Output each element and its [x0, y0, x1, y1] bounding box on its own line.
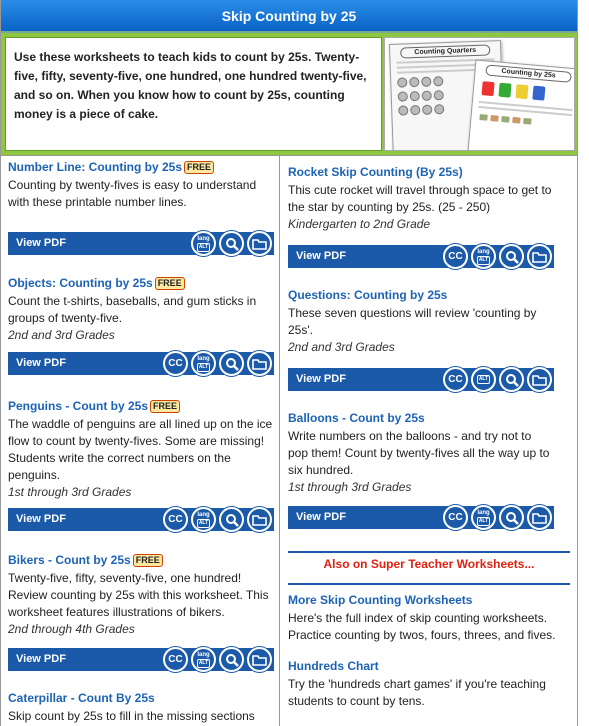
alt-label: ALT — [198, 243, 209, 250]
grade-level: 2nd and 3rd Grades — [8, 328, 115, 342]
alt-label: ALT — [478, 517, 489, 524]
worksheet-list — [1, 155, 578, 726]
worksheet-description: The waddle of penguins are all lined up on the ice flow to count by twenty-fives. Some are missing! Students write the correct numbers on the penguins. — [8, 417, 273, 482]
view-pdf-button[interactable]: View PDF — [16, 513, 66, 525]
language-alt-icon[interactable] — [471, 244, 496, 269]
worksheet-preview-image — [384, 37, 575, 151]
worksheet-title-link[interactable] — [8, 398, 274, 414]
grade-level: 2nd through 4th Grades — [8, 622, 135, 636]
grade-level: 1st through 3rd Grades — [8, 485, 132, 499]
download-bar — [288, 506, 554, 529]
folder-icon[interactable] — [527, 367, 552, 392]
lang-label: lang — [197, 235, 210, 242]
grade-level: Kindergarten to 2nd Grade — [288, 217, 431, 231]
divider-line — [288, 583, 570, 585]
folder-icon[interactable] — [247, 507, 272, 532]
download-bar — [8, 648, 274, 671]
also-link[interactable]: Hundreds Chart — [288, 659, 379, 673]
worksheet-title-link[interactable] — [288, 287, 554, 303]
view-pdf-button[interactable]: View PDF — [296, 250, 346, 262]
worksheet-title[interactable]: Objects: Counting by 25s — [8, 276, 153, 290]
worksheet-description: Twenty-five, fifty, seventy-five, one hundred! Review counting by 25s with this worksheet. This worksheet features illustrations of bikers. — [8, 571, 269, 619]
alt-label: ALT — [198, 519, 209, 526]
download-bar — [288, 245, 554, 268]
action-icons — [163, 647, 272, 672]
worksheet-title[interactable]: Number Line: Counting by 25s — [8, 160, 183, 174]
also-item — [288, 658, 570, 710]
worksheet-title-link[interactable] — [288, 410, 554, 426]
closed-captions-icon[interactable]: CC — [443, 244, 468, 269]
closed-captions-icon[interactable]: CC — [163, 351, 188, 376]
magnifier-icon[interactable] — [219, 647, 244, 672]
preview-sheet-1-title: Counting Quarters — [400, 44, 490, 58]
worksheet-item — [288, 410, 554, 524]
alt-label: ALT — [478, 256, 489, 263]
also-description: Try the 'hundreds chart games' if you're teaching students to count by tens. — [288, 677, 546, 708]
lang-label: lang — [197, 511, 210, 518]
closed-captions-icon[interactable]: CC — [163, 507, 188, 532]
worksheet-item — [288, 287, 554, 385]
action-icons — [443, 244, 552, 269]
worksheet-item — [8, 398, 274, 526]
alt-label: ALT — [478, 376, 489, 382]
worksheet-item — [8, 552, 274, 666]
view-pdf-button[interactable]: View PDF — [296, 373, 346, 385]
view-pdf-button[interactable]: View PDF — [16, 237, 66, 249]
worksheet-item — [8, 159, 274, 250]
language-alt-icon[interactable] — [191, 351, 216, 376]
worksheet-description: These seven questions will review 'counting by 25s'. — [288, 306, 537, 337]
worksheet-title[interactable]: Balloons - Count by 25s — [288, 411, 425, 425]
page-title: Skip Counting by 25 — [1, 0, 577, 33]
free-badge: FREE — [155, 277, 185, 290]
action-icons — [163, 351, 272, 376]
grade-level: 1st through 3rd Grades — [288, 480, 412, 494]
free-badge: FREE — [133, 554, 163, 567]
worksheet-item — [8, 690, 274, 725]
worksheet-description: Write numbers on the balloons - and try not to pop them! Count by twenty-fives all the way up to six hundred. — [288, 429, 550, 477]
download-bar — [8, 508, 274, 531]
folder-icon[interactable] — [527, 244, 552, 269]
worksheet-title[interactable]: Rocket Skip Counting (By 25s) — [288, 165, 463, 179]
worksheet-title[interactable]: Questions: Counting by 25s — [288, 288, 448, 302]
closed-captions-icon[interactable]: CC — [443, 367, 468, 392]
language-alt-icon[interactable] — [471, 367, 496, 392]
worksheet-title-link[interactable] — [8, 552, 274, 568]
language-alt-icon[interactable] — [191, 231, 216, 256]
worksheet-description: This cute rocket will travel through space to get to the star by counting by 25s. (25 - 250) — [288, 183, 552, 214]
folder-icon[interactable] — [527, 505, 552, 530]
language-alt-icon[interactable] — [191, 507, 216, 532]
magnifier-icon[interactable] — [499, 505, 524, 530]
lang-label: lang — [477, 248, 490, 255]
magnifier-icon[interactable] — [499, 367, 524, 392]
also-description: Here's the full index of skip counting worksheets. Practice counting by twos, fours, threes, and fives. — [288, 611, 556, 642]
worksheet-title-link[interactable] — [288, 164, 554, 180]
folder-icon[interactable] — [247, 647, 272, 672]
view-pdf-button[interactable]: View PDF — [16, 653, 66, 665]
magnifier-icon[interactable] — [499, 244, 524, 269]
language-alt-icon[interactable] — [471, 505, 496, 530]
worksheet-item — [288, 164, 554, 263]
also-link[interactable]: More Skip Counting Worksheets — [288, 593, 473, 607]
closed-captions-icon[interactable]: CC — [443, 505, 468, 530]
lang-label: lang — [197, 651, 210, 658]
download-bar — [288, 368, 554, 391]
preview-sheet-2-title: Counting by 25s — [485, 64, 572, 82]
also-heading: Also on Super Teacher Worksheets... — [323, 557, 535, 571]
folder-icon[interactable] — [247, 231, 272, 256]
folder-icon[interactable] — [247, 351, 272, 376]
view-pdf-button[interactable]: View PDF — [16, 357, 66, 369]
worksheet-title-link[interactable] — [8, 159, 274, 175]
magnifier-icon[interactable] — [219, 507, 244, 532]
preview-sheet-2 — [467, 59, 575, 151]
action-icons — [443, 505, 552, 530]
magnifier-icon[interactable] — [219, 351, 244, 376]
closed-captions-icon[interactable]: CC — [163, 647, 188, 672]
intro-text: Use these worksheets to teach kids to count by 25s. Twenty-five, fifty, seventy-five, one hundred, one hundred twenty-five, and so on. When you know how to count by 25s, counting money is a piece of cake. — [5, 37, 382, 151]
magnifier-icon[interactable] — [219, 231, 244, 256]
worksheet-description: Counting by twenty-fives is easy to understand with these printable number lines. — [8, 178, 257, 209]
free-badge: FREE — [184, 161, 214, 174]
action-icons — [163, 507, 272, 532]
worksheet-item — [8, 275, 274, 370]
alt-label: ALT — [198, 363, 209, 370]
worksheet-title[interactable]: Caterpillar - Count By 25s — [8, 691, 155, 705]
language-alt-icon[interactable] — [191, 647, 216, 672]
worksheet-description: Skip count by 25s to fill in the missing sections — [8, 709, 255, 723]
worksheet-description: Count the t-shirts, baseballs, and gum sticks in groups of twenty-five. — [8, 294, 257, 325]
free-badge: FREE — [150, 400, 180, 413]
action-icons — [191, 231, 272, 256]
action-icons — [443, 367, 552, 392]
download-bar — [8, 352, 274, 375]
worksheet-title[interactable]: Bikers - Count by 25s — [8, 553, 131, 567]
lang-label: lang — [197, 355, 210, 362]
grade-level: 2nd and 3rd Grades — [288, 340, 395, 354]
worksheet-title-link[interactable] — [8, 275, 274, 291]
lang-label: lang — [477, 509, 490, 516]
column-divider — [279, 156, 280, 726]
intro-section — [1, 33, 577, 155]
also-item — [288, 592, 570, 644]
worksheet-title[interactable]: Penguins - Count by 25s — [8, 399, 149, 413]
worksheet-title-link[interactable] — [8, 690, 274, 706]
alt-label: ALT — [198, 659, 209, 666]
divider-line — [288, 551, 570, 553]
download-bar — [8, 232, 274, 255]
view-pdf-button[interactable]: View PDF — [296, 511, 346, 523]
